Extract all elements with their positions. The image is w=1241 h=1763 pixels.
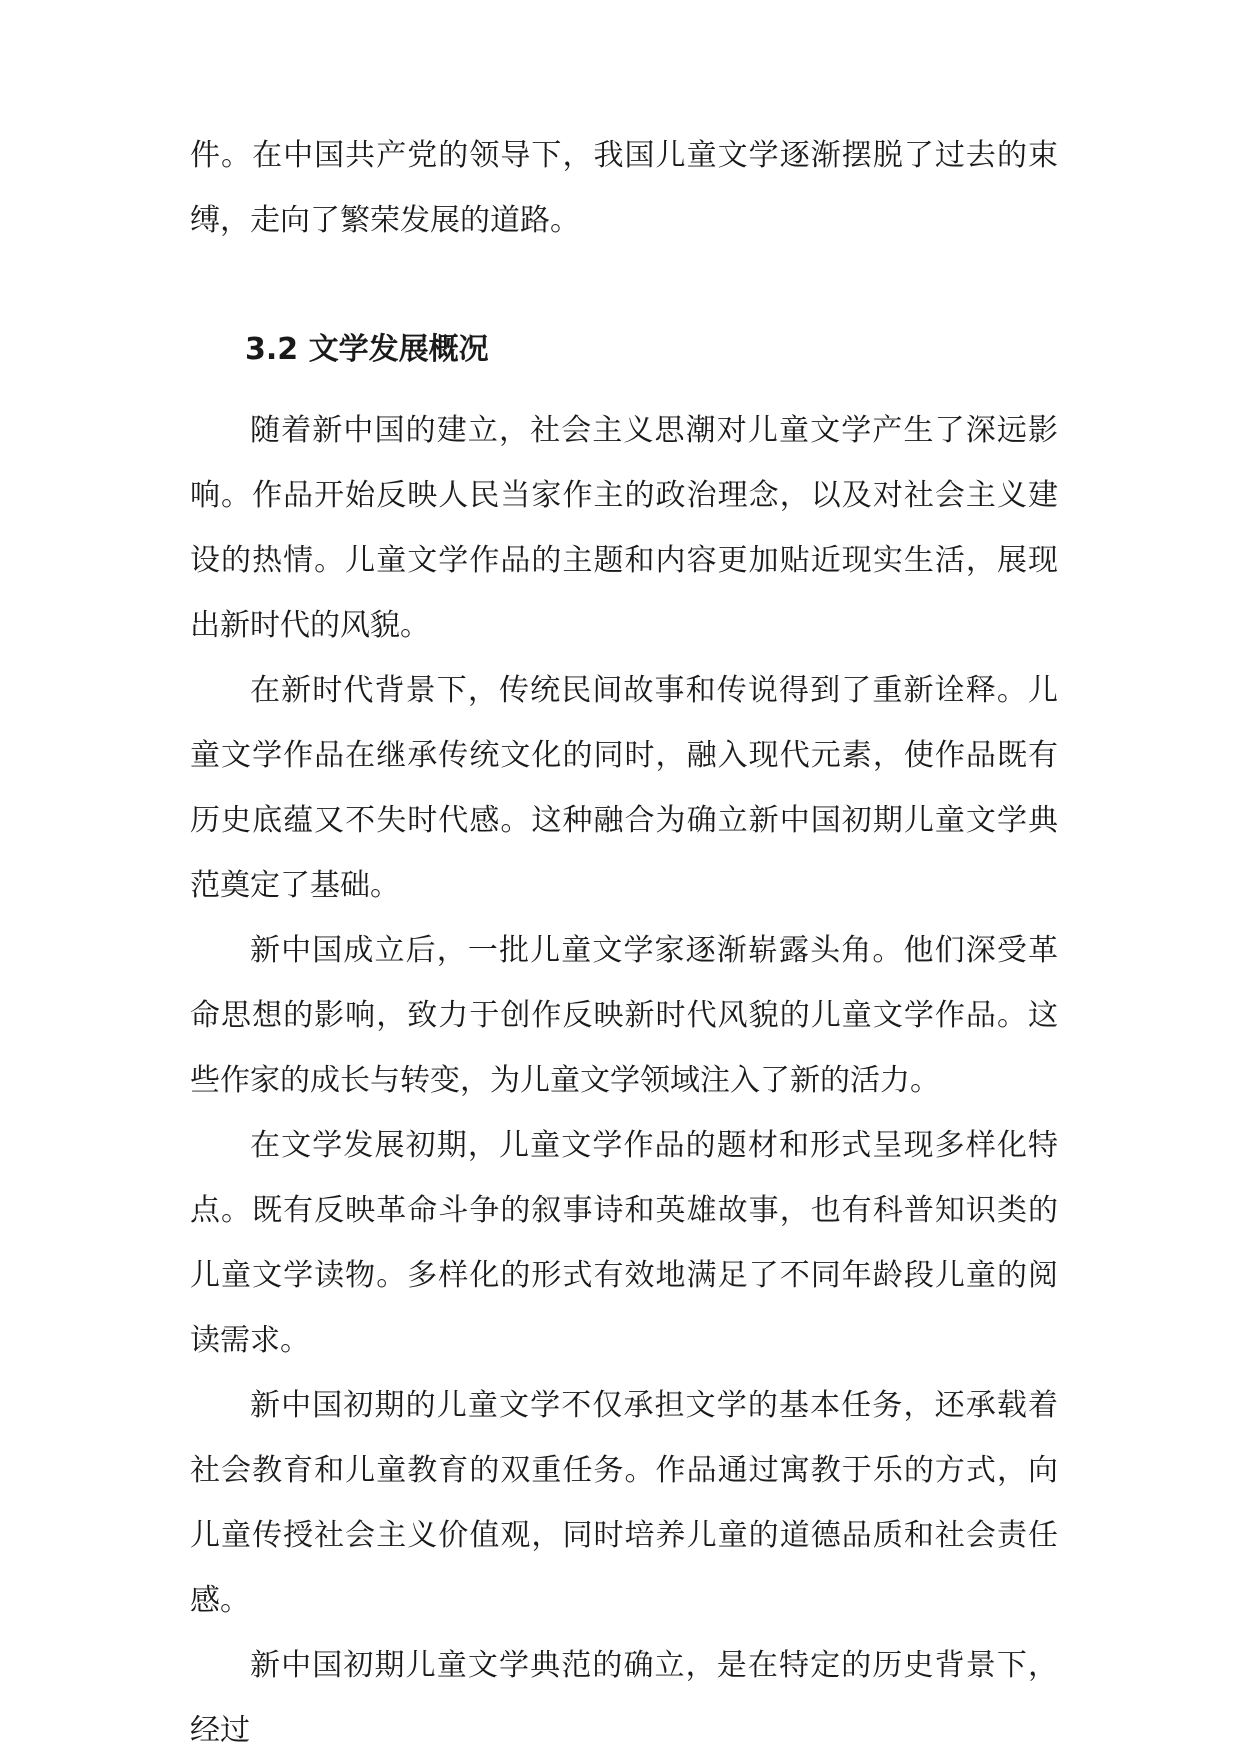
paragraph: 新中国成立后，一批儿童文学家逐渐崭露头角。他们深受革命思想的影响，致力于创作反映新时代风貌的儿童文学作品。这些作家的成长与转变，为儿童文学领域注入了新的活力。 (190, 933, 1058, 1098)
paragraph: 在新时代背景下，传统民间故事和传说得到了重新诠释。儿童文学作品在继承传统文化的同时，融入现代元素，使作品既有历史底蕴又不失时代感。这种融合为确立新中国初期儿童文学典范奠定了基础。 (190, 673, 1058, 903)
paragraph: 在文学发展初期，儿童文学作品的题材和形式呈现多样化特点。既有反映革命斗争的叙事诗和英雄故事，也有科普知识类的儿童文学读物。多样化的形式有效地满足了不同年龄段儿童的阅读需求。 (190, 1128, 1058, 1358)
paragraph: 新中国初期的儿童文学不仅承担文学的基本任务，还承载着社会教育和儿童教育的双重任务。作品通过寓教于乐的方式，向儿童传授社会主义价值观，同时培养儿童的道德品质和社会责任感。 (190, 1388, 1058, 1618)
body-text (190, 398, 1058, 1763)
paragraph: 随着新中国的建立，社会主义思潮对儿童文学产生了深远影响。作品开始反映人民当家作主的政治理念，以及对社会主义建设的热情。儿童文学作品的主题和内容更加贴近现实生活，展现出新时代的风貌。 (190, 413, 1058, 643)
continuation-block (190, 123, 1058, 253)
paragraph: 新中国初期儿童文学典范的确立，是在特定的历史背景下，经过 (190, 1648, 1058, 1748)
section-heading: 3.2 文学发展概况 (245, 332, 489, 367)
continuation-paragraph: 件。在中国共产党的领导下，我国儿童文学逐渐摆脱了过去的束缚，走向了繁荣发展的道路。 (190, 138, 1058, 238)
